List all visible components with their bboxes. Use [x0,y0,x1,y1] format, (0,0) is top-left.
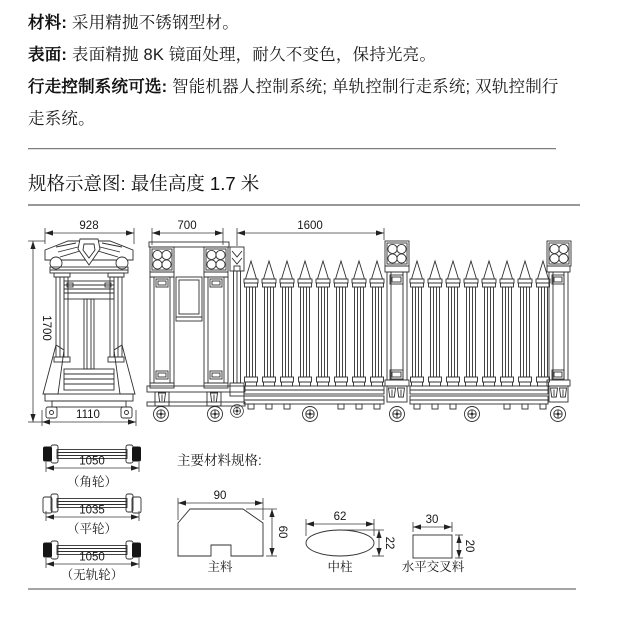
section-height: 60 [276,525,288,539]
spec-label: 材料: [28,14,68,32]
wheel-dim: 1050 [79,455,105,468]
divider [28,148,556,149]
fence-wheel [390,407,405,422]
corner-wheel [132,447,141,462]
wheel-spec-corner [43,445,141,489]
spec-line-surface [28,39,572,71]
dim-label-1600: 1600 [297,220,323,233]
spec-value: 表面精抛 8K 镜面处理，耐久不变色，保持光亮。 [67,46,437,64]
fence-mid-post [385,241,409,422]
section-name: 主料 [207,560,233,575]
spec-label: 表面: [28,46,68,64]
connector-wheel [231,405,244,418]
dim-label-1110: 1110 [76,409,100,422]
post-wheel [208,407,223,422]
section-width: 30 [425,514,439,527]
material-center-post [306,511,395,574]
section-width: 90 [213,490,227,503]
wheel-spec-trackless [43,541,141,582]
fence-wheel [465,407,480,422]
gate-post-front-view [43,239,135,418]
fence-end-post [547,241,571,422]
section-name: 水平交叉料 [401,560,465,575]
dim-label-928: 928 [79,220,99,233]
fence-wheel [303,407,318,422]
trackless-wheel [43,543,52,558]
trackless-wheel [132,543,141,558]
wheel-label: （平轮） [66,522,118,537]
spec-value: 智能机器人控制系统; 单轨控制行走系统; 双轨控制行走系统。 [28,78,559,128]
dimension-1700 [28,241,52,422]
material-cross-bar [402,514,475,574]
post-wheel [154,407,169,422]
fence-wheel [551,407,566,422]
dimension-1600 [237,220,384,246]
spec-label: 行走控制系统可选: [28,78,168,96]
section-title: 规格示意图: 最佳高度 1.7 米 [28,173,580,206]
spec-text-block [0,0,640,135]
section-width: 62 [333,511,347,524]
wheel-label: （无轨轮） [60,568,124,583]
wheel-dim: 1050 [79,551,105,564]
section-height: 22 [383,536,395,550]
spec-line-control-system [28,71,572,135]
dim-label-700: 700 [177,220,197,233]
post-wheel [121,407,132,418]
spec-line-material [28,7,572,39]
dim-label-1700: 1700 [40,315,52,342]
wheel-spec-flat [43,494,141,536]
wheel-label: （角轮） [66,475,118,490]
spec-value: 采用精抛不锈钢型材。 [67,14,239,32]
section-name: 中柱 [327,560,353,575]
section-height: 20 [463,539,475,553]
dimension-700 [152,220,223,245]
fence-panel-2 [410,261,550,422]
wheel-dim: 1035 [79,504,105,517]
post-wheel [46,407,57,418]
fence-panel-1 [244,261,384,422]
gate-spec-diagram [0,206,640,633]
material-main-profile [178,490,288,574]
corner-wheel [43,447,52,462]
materials-title: 主要材料规格: [177,453,262,469]
